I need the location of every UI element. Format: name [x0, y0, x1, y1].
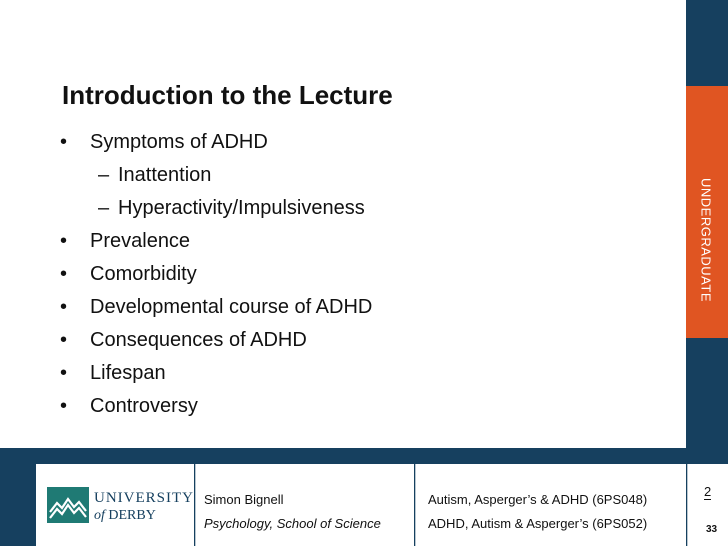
module-6ps052: ADHD, Autism & Asperger’s (6PS052): [428, 516, 648, 531]
slide-title: Introduction to the Lecture: [62, 80, 393, 110]
logo-wordmark-university: UNIVERSITY: [94, 490, 194, 506]
bullet-item: • Comorbidity: [60, 258, 372, 291]
logo-wordmark-derby: of DERBY: [94, 508, 156, 523]
footer-divider: [687, 464, 688, 546]
author-name: Simon Bignell: [204, 492, 284, 507]
footer-divider: [195, 464, 196, 546]
slide-number: 33: [706, 524, 718, 535]
side-rail-bottom: [686, 338, 728, 448]
bullet-list: [60, 126, 372, 423]
undergraduate-label: UNDERGRADUATE: [698, 178, 714, 302]
footer-divider: [415, 464, 416, 546]
page-number: 2: [704, 484, 712, 499]
university-logo: [36, 464, 194, 546]
university-of-derby-logo-icon: [47, 487, 89, 523]
bullet-item: • Developmental course of ADHD: [60, 291, 372, 324]
sub-bullet-item: – Inattention: [60, 159, 372, 192]
module-6ps048: Autism, Asperger’s & ADHD (6PS048): [428, 492, 648, 507]
bullet-item: • Prevalence: [60, 225, 372, 258]
bullet-item: • Controversy: [60, 390, 372, 423]
department: Psychology, School of Science: [204, 516, 381, 531]
page-panel: [688, 464, 728, 546]
bullet-item: • Consequences of ADHD: [60, 324, 372, 357]
bullet-item: • Lifespan: [60, 357, 372, 390]
side-rail-top: [686, 0, 728, 86]
sub-bullet-item: – Hyperactivity/Impulsiveness: [60, 192, 372, 225]
author-panel: [196, 464, 414, 546]
bullet-item: • Symptoms of ADHD: [60, 126, 372, 159]
module-panel: [416, 464, 686, 546]
